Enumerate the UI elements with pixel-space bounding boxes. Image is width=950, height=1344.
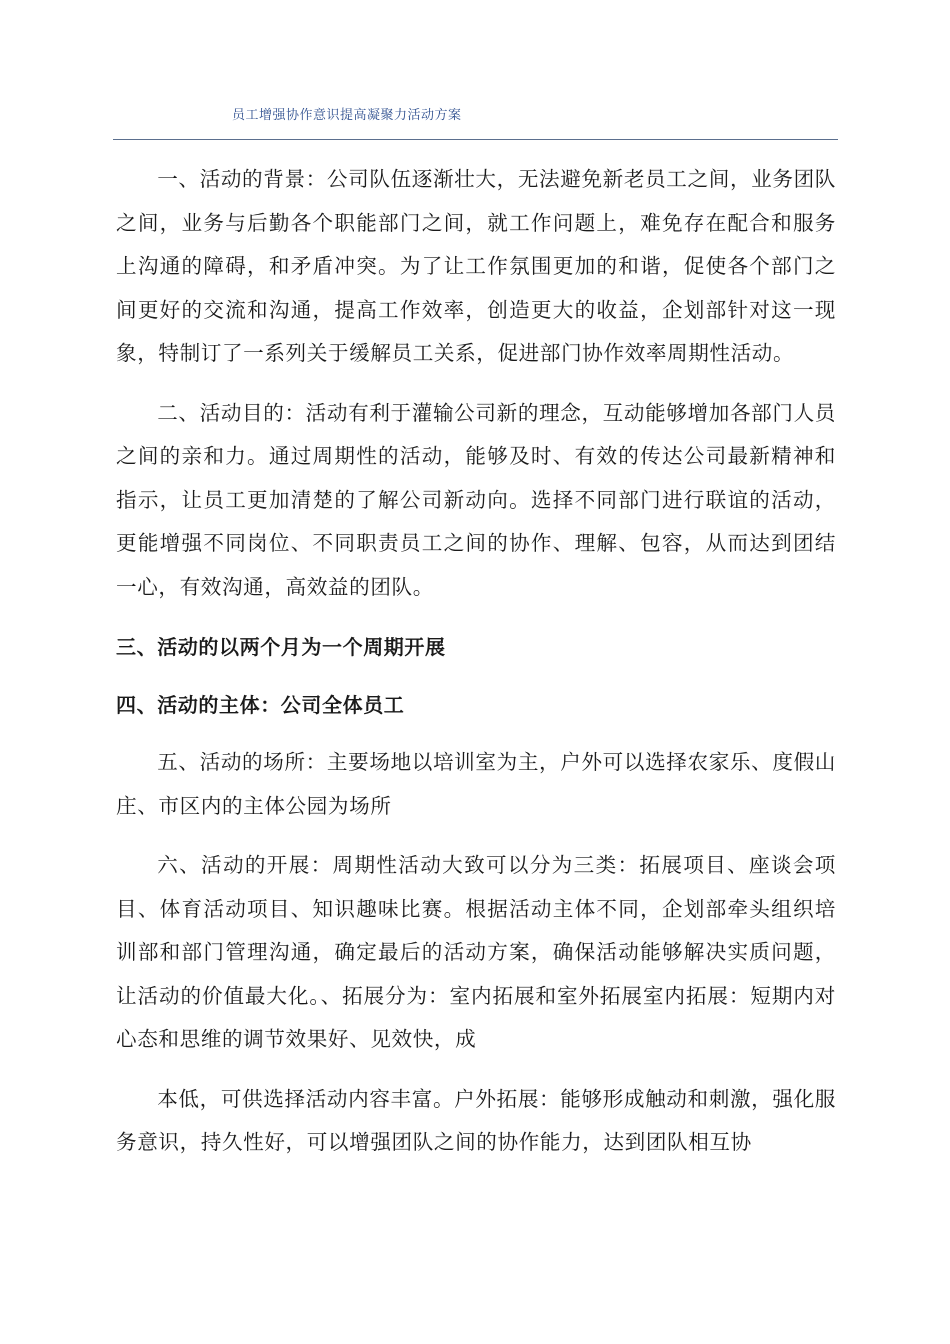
- paragraph-continuation: 本低，可供选择活动内容丰富。户外拓展：能够形成触动和刺激，强化服务意识，持久性好，可以增强团队之间的协作能力，达到团队相互协: [116, 1086, 836, 1154]
- paragraph-venue: 五、活动的场所：主要场地以培训室为主，户外可以选择农家乐、度假山庄、市区内的主体公园为场所: [116, 750, 836, 818]
- heading-activity-subject: 四、活动的主体：公司全体员工: [116, 693, 405, 717]
- paragraph-purpose: 二、活动目的：活动有利于灌输公司新的理念，互动能够增加各部门人员之间的亲和力。通过周期性的活动，能够及时、有效的传达公司最新精神和指示，让员工更加清楚的了解公司新动向。选择不同部门进行联谊的活动，更能增强不同岗位、不同职责员工之间的协作、理解、包容，从而达到团结一心，有效沟通，高效益的团队。: [116, 400, 836, 599]
- paragraph-background: 一、活动的背景：公司队伍逐渐壮大，无法避免新老员工之间，业务团队之间，业务与后勤各个职能部门之间，就工作问题上，难免存在配合和服务上沟通的障碍，和矛盾冲突。为了让工作氛围更加的和谐，促使各个部门之间更好的交流和沟通，提高工作效率，创造更大的收益，企划部针对这一现象，特制订了一系列关于缓解员工关系，促进部门协作效率周期性活动。: [116, 167, 836, 365]
- heading-activity-cycle: 三、活动的以两个月为一个周期开展: [116, 635, 446, 659]
- header-divider: [113, 139, 838, 140]
- paragraph-activity-development: 六、活动的开展：周期性活动大致可以分为三类：拓展项目、座谈会项目、体育活动项目、知识趣味比赛。根据活动主体不同，企划部牵头组织培训部和部门管理沟通，确定最后的活动方案，确保活动能够解决实质问题，让活动的价值最大化。、拓展分为：室内拓展和室外拓展室内拓展：短期内对心态和思维的调节效果好、见效快，成: [116, 853, 836, 1051]
- document-body: [116, 158, 836, 1165]
- running-header-title: 员工增强协作意识提高凝聚力活动方案: [232, 108, 462, 123]
